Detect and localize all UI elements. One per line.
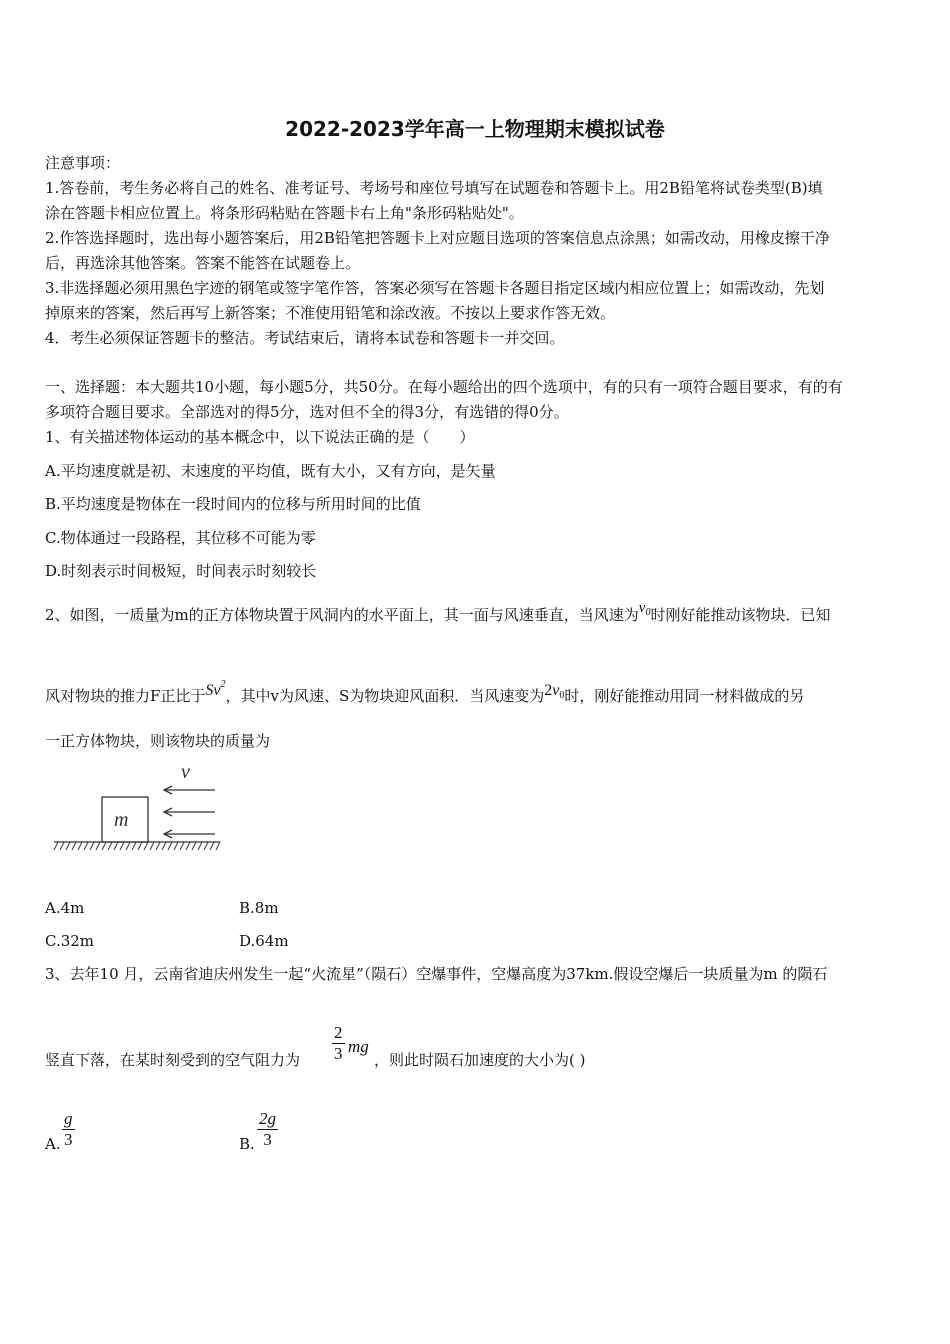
fraction-numerator: 2	[334, 1023, 343, 1042]
question-3-line: 竖直下落，在某时刻受到的空气阻力为	[45, 1051, 301, 1069]
question-2-option-b: B.8m	[239, 899, 279, 917]
question-2-text: 时刚好能推动该物块．已知	[650, 606, 831, 624]
question-1-option-c: C.物体通过一段路程，其位移不可能为零	[45, 529, 316, 547]
notice-line: 掉原来的答案，然后再写上新答案；不准使用铅笔和涂改液。不按以上要求作答无效。	[45, 304, 616, 322]
formula-sv2	[205, 679, 226, 699]
question-2-text: 时，刚好能推动用同一材料做成的另	[564, 687, 805, 705]
formula-base: v	[638, 600, 646, 616]
formula-base: Sv	[205, 682, 221, 699]
notice-line: 3.非选择题必须用黑色字迹的钢笔或签字笔作答，答案必须写在答题卡各题目指定区域内相应位置上；如需改动，先划	[45, 279, 825, 297]
question-3-line: 3、去年10 月，云南省迪庆州发生一起“火流星”（陨石）空爆事件，空爆高度为37km.假设空爆后一块质量为m 的陨石	[45, 965, 828, 983]
question-2-line: 一正方体物块，则该物块的质量为	[45, 732, 271, 750]
notice-line: 2.作答选择题时，选出每小题答案后，用2B铅笔把答题卡上对应题目选项的答案信息点涂黑；如需改动，用橡皮擦干净	[45, 229, 830, 247]
notice-line: 后，再选涂其他答案。答案不能答在试题卷上。	[45, 254, 361, 272]
question-2-line	[45, 600, 831, 631]
formula-coefficient: 2	[544, 682, 553, 699]
fraction-denominator: 3	[334, 1044, 343, 1063]
question-3-option-b-label: B.	[239, 1135, 255, 1153]
question-3-line: ，则此时陨石加速度的大小为( )	[374, 1051, 586, 1069]
fraction-denominator: 3	[64, 1130, 73, 1149]
notice-line: 4．考生必须保证答题卡的整洁。考试结束后，请将本试卷和答题卡一并交回。	[45, 329, 565, 347]
ground-hatching	[54, 842, 220, 850]
page-title: 2022-2023学年高一上物理期末模拟试卷	[285, 117, 665, 141]
formula-subscript: 0	[559, 690, 565, 701]
wind-tunnel-figure	[50, 758, 225, 858]
formula-2v0	[544, 682, 564, 699]
question-2-option-d: D.64m	[239, 932, 289, 950]
notice-line: 1.答卷前，考生务必将自己的姓名、准考证号、考场号和座位号填写在试题卷和答题卡上。用2B铅笔将试卷类型(B)填	[45, 179, 823, 197]
question-3-option-a-fraction	[62, 1110, 75, 1149]
formula-exponent: 2	[220, 679, 226, 690]
question-1-stem: 1、有关描述物体运动的基本概念中，以下说法正确的是（ ）	[45, 428, 475, 446]
question-2-option-c: C.32m	[45, 932, 95, 950]
formula-mg: mg	[348, 1037, 369, 1056]
question-2-option-a: A.4m	[45, 899, 85, 917]
formula-base: v	[552, 682, 560, 699]
formula-subscript: 0	[645, 607, 651, 618]
fraction-numerator: g	[64, 1109, 73, 1128]
question-2-line	[45, 681, 804, 712]
velocity-label: v	[181, 761, 190, 783]
question-3-option-a-label: A.	[45, 1135, 61, 1153]
question-1-option-b: B.平均速度是物体在一段时间内的位移与所用时间的比值	[45, 495, 421, 513]
section-header: 多项符合题目要求。全部选对的得5分，选对但不全的得3分，有选错的得0分。	[45, 403, 569, 421]
fraction-numerator: 2g	[259, 1109, 276, 1128]
mass-label: m	[114, 809, 129, 831]
question-2-text: ，其中v为风速、S为物块迎风面积．当风速变为	[225, 687, 545, 705]
formula-v0	[639, 600, 651, 616]
question-1-option-a: A.平均速度就是初、末速度的平均值，既有大小，又有方向，是矢量	[45, 462, 496, 480]
question-1-option-d: D.时刻表示时间极短，时间表示时刻较长	[45, 562, 317, 580]
section-header: 一、选择题：本大题共10小题，每小题5分，共50分。在每小题给出的四个选项中，有的只有一项符合题目要求，有的有	[45, 378, 843, 396]
question-2-text: 风对物块的推力F正比于	[45, 687, 206, 705]
question-2-text: 2、如图，一质量为m的正方体物块置于风洞内的水平面上，其一面与风速垂直，当风速为	[45, 606, 639, 624]
question-3-option-b-fraction	[257, 1110, 278, 1149]
notice-heading: 注意事项：	[45, 154, 121, 172]
fraction-denominator: 3	[263, 1130, 272, 1149]
formula-fraction-two-thirds	[332, 1024, 345, 1063]
notice-line: 涂在答题卡相应位置上。将条形码粘贴在答题卡右上角"条形码粘贴处"。	[45, 204, 524, 222]
